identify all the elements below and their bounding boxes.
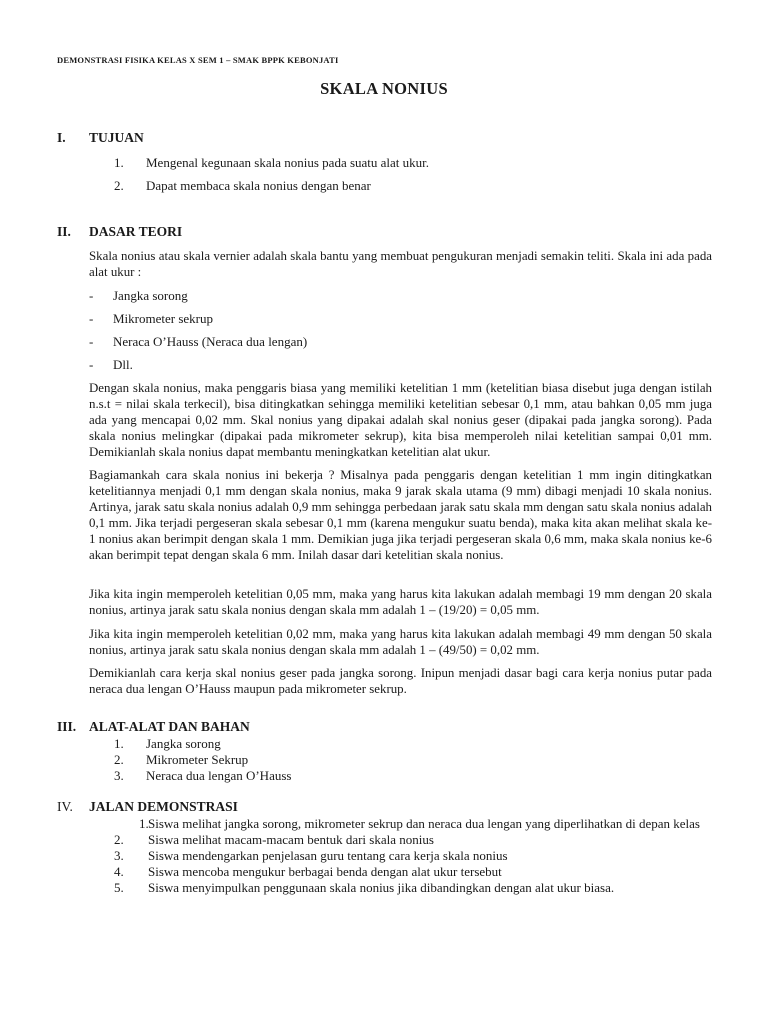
list-text: Siswa menyimpulkan penggunaan skala nonius jika dibandingkan dengan alat ukur biasa. — [148, 880, 615, 895]
paragraph: Demikianlah cara kerja skal nonius geser pada jangka sorong. Inipun menjadi dasar bagi cara kerja nonius putar pada neraca dua lengan O’Hauss maupun pada mikrometer sekrup. — [89, 666, 712, 696]
paragraph: Bagiamankah cara skala nonius ini bekerja ? Misalnya pada penggaris dengan ketelitian 1 mm ingin ditingkatkan ketelitiannya menjadi 0,1 mm dengan skala nonius, maka 9 jarak skala utama (9 mm) dibagi menjadi 10 skala nonius. Artinya, jarak satu skala nonius adalah 0,9 mm sehingga perbedaan jarak satu skala mm dengan satu skala nonius adalah 0,1 mm. Jika terjadi pergeseran skala sebesar 0,1 mm (karena mengukur suatu benda), maka kita akan melihat skala ke-1 nonius akan berimpit dengan skala 1 mm. Demikian juga jika terjadi pergeseran skala 0,6 mm, maka skala nonius ke-6 akan berimpit tepat dengan skala 6 mm. Inilah dasar dari ketelitian skala nonius. — [89, 468, 712, 562]
list-item — [89, 880, 712, 896]
bullet-dash: - — [89, 357, 94, 372]
list-text: Siswa melihat macam-macam bentuk dari skala nonius — [148, 832, 434, 847]
paragraph: Dengan skala nonius, maka penggaris biasa yang memiliki ketelitian 1 mm (ketelitian biasa disebut juga dengan istilah n.s.t = nilai skala terkecil), bisa ditingkatkan sehingga memiliki ketelitian sebesar 0,1 mm, atau bahkan 0,05 mm juga ada yang mencapai 0,02 mm. Skal nonius yang dipakai adalah skal nonius geser (dipakai pada jangka sorong). Pada skala nonius melingkar (dipakai pada mikrometer sekrup), kita bisa memperoleh nilai ketelitian sampai 0,01 mm. Demikianlah skala nonius dapat membantu meningkatkan ketelitian alat ukur. — [89, 381, 712, 459]
steps-list — [89, 816, 712, 896]
bullet-dash: - — [89, 334, 94, 349]
section-title: TUJUAN — [89, 130, 144, 145]
document-header: DEMONSTRASI FISIKA KELAS X SEM 1 – SMAK BPPK KEBONJATI — [57, 55, 339, 65]
list-text: Siswa melihat jangka sorong, mikrometer sekrup dan neraca dua lengan yang diperlihatkan di depan kelas — [148, 816, 700, 831]
list-text: Jangka sorong — [146, 736, 221, 751]
paragraph-intro: Skala nonius atau skala vernier adalah skala bantu yang membuat pengukuran menjadi semakin teliti. Skala ini ada pada alat ukur : — [89, 249, 712, 279]
paragraph: Jika kita ingin memperoleh ketelitian 0,05 mm, maka yang harus kita lakukan adalah membagi 19 mm dengan 20 skala nonius, artinya jarak satu skala nonius dengan skala mm adalah 1 – (19/20) = 0,05 mm. — [89, 587, 712, 617]
section-number: III. — [57, 719, 77, 734]
list-number: 2. — [114, 752, 124, 767]
list-number: 3. — [114, 768, 124, 783]
list-text: Neraca dua lengan O’Hauss — [146, 768, 292, 783]
list-number: 2. — [114, 832, 124, 847]
list-item — [89, 864, 712, 880]
section-number: II. — [57, 224, 71, 239]
bullet-dash: - — [89, 311, 94, 326]
list-number: 3. — [114, 848, 124, 863]
list-item — [89, 848, 712, 864]
list-text: Siswa mencoba mengukur berbagai benda dengan alat ukur tersebut — [148, 864, 502, 879]
list-number: 1. — [139, 816, 149, 831]
list-text: Mengenal kegunaan skala nonius pada suatu alat ukur. — [146, 155, 430, 170]
list-item — [89, 816, 712, 832]
list-text: Dapat membaca skala nonius dengan benar — [146, 178, 371, 193]
list-number: 2. — [114, 178, 124, 193]
bullet-text: Mikrometer sekrup — [113, 311, 214, 326]
list-number: 4. — [114, 864, 124, 879]
section-title: ALAT-ALAT DAN BAHAN — [89, 719, 250, 734]
section-number: IV. — [57, 799, 73, 814]
list-number: 1. — [114, 736, 124, 751]
bullet-text: Neraca O’Hauss (Neraca dua lengan) — [113, 334, 308, 349]
list-text: Mikrometer Sekrup — [146, 752, 249, 767]
bullet-dash: - — [89, 288, 94, 303]
list-text: Siswa mendengarkan penjelasan guru tentang cara kerja skala nonius — [148, 848, 508, 863]
page-title: SKALA NONIUS — [320, 79, 448, 98]
section-number: I. — [57, 130, 66, 145]
section-title: JALAN DEMONSTRASI — [89, 799, 238, 814]
list-number: 5. — [114, 880, 124, 895]
section-title: DASAR TEORI — [89, 224, 183, 239]
paragraph: Jika kita ingin memperoleh ketelitian 0,02 mm, maka yang harus kita lakukan adalah membagi 49 mm dengan 50 skala nonius, artinya jarak satu skala nonius dengan skala mm adalah 1 – (49/50) = 0,02 mm. — [89, 627, 712, 657]
list-number: 1. — [114, 155, 124, 170]
bullet-text: Jangka sorong — [113, 288, 188, 303]
list-item — [89, 832, 712, 848]
bullet-text: Dll. — [113, 357, 133, 372]
